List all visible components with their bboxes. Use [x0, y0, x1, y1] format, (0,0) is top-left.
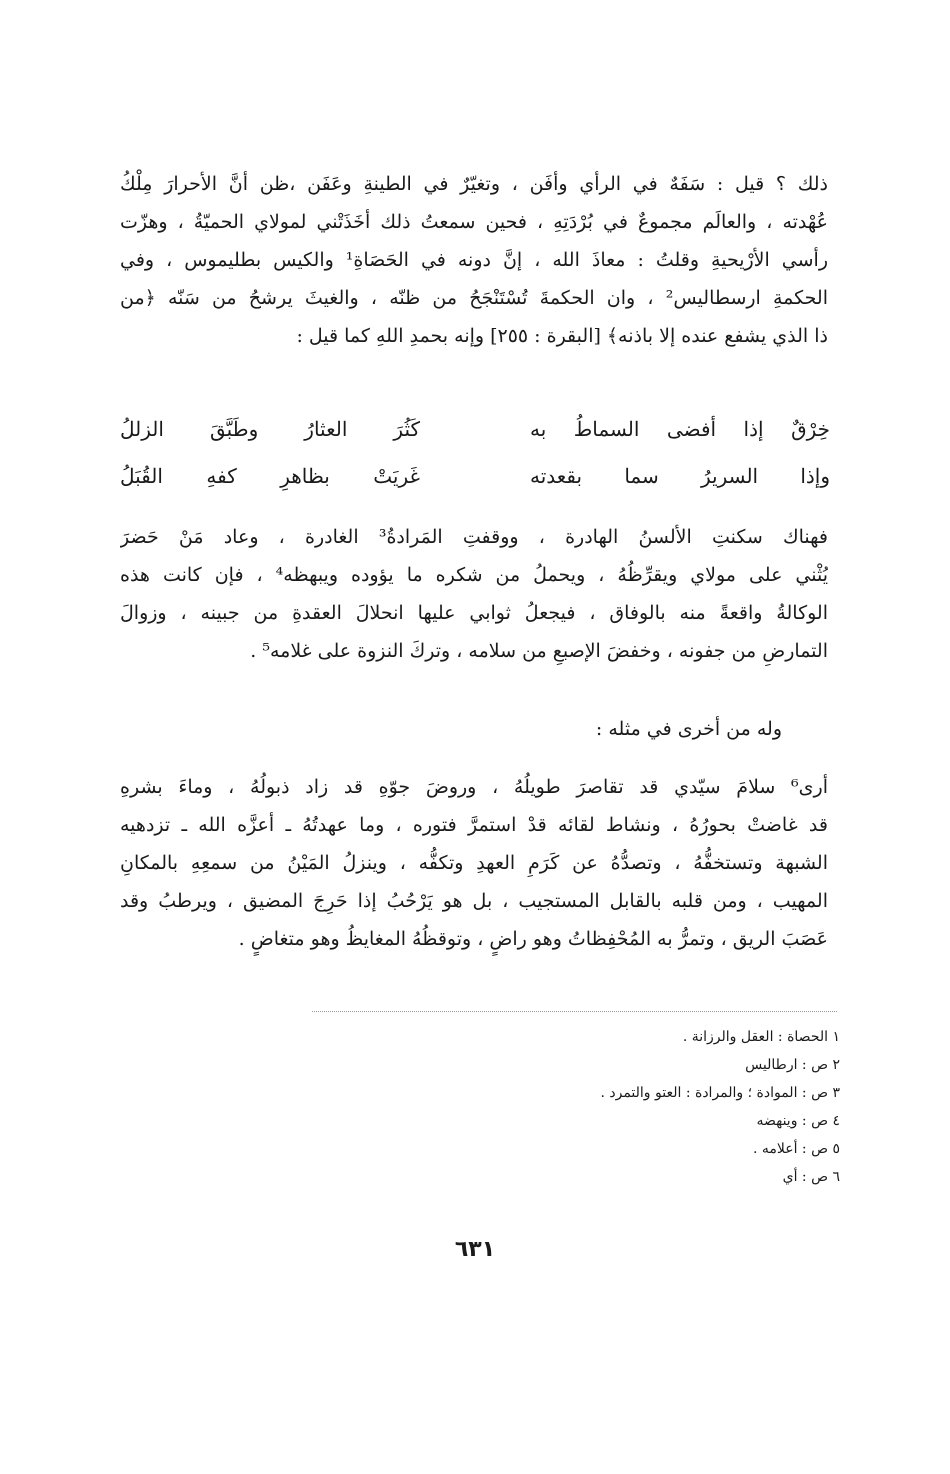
footnote: ٥ ص : أعلامه . — [752, 1141, 840, 1157]
text-line: عَصَبَ الريق ، وتمرُّ به المُحْفِظاتُ وهو راضٍ ، وتوقظُهُ المغايظُ وهو متغاضٍ . — [238, 928, 828, 950]
text-line: فهناك سكنتِ الألسنُ الهادرة ، ووقفتِ المَرادةُ³ الغادرة ، وعاد مَنْ حَضرَ — [120, 526, 828, 548]
footnote: ٢ ص : ارطاليس — [745, 1057, 840, 1073]
text-line: الحكمةِ ارسطاليس² ، وان الحكمةَ تُسْتَنْجَحُ من ظنّه ، والغيثَ يرشحُ من سَنّه ﴿من — [120, 287, 828, 309]
footnote: ٦ ص : أي — [782, 1169, 840, 1185]
text-line: رأسي الأرْيحيةِ وقلتُ : معاذَ الله ، إنَّ دونه في الحَصَاةِ¹ والكيس بطليموس ، وفي — [120, 249, 828, 271]
verse-first-hemistich: خِرْقٌ إذا أفضى السماطُ به — [530, 417, 830, 441]
verse-line — [120, 455, 830, 497]
text-line: ذا الذي يشفع عنده إلا باذنه﴾ [البقرة : ٢٥٥] وإنه بحمدِ اللهِ كما قيل : — [296, 325, 828, 347]
text-line: يُثْني على مولاي ويقرِّظُهُ ، ويحملُ من شكره ما يؤوده ويبهظه⁴ ، فإن كانت هذه — [120, 564, 828, 586]
footnote: ١ الحصاة : العقل والرزانة . — [682, 1029, 840, 1045]
verse-second-hemistich: غَريَتْ بظاهرِ كفهِ القُبَلُ — [120, 464, 420, 488]
text-line: الشبهة وتستخفُّهُ ، وتصدُّهُ عن كَرَمِ العهدِ وتكفُّه ، وينزلُ المَيْنُ من سمعِهِ بالمكانِ — [120, 852, 828, 874]
text-line: ذلك ؟ قيل : سَفَهٌ في الرأي وأفَن ، وتغيّرٌ في الطينةِ وعَفَن ،ظن أنَّ الأحرارَ مِلْكُ — [120, 173, 828, 195]
footnotes — [600, 1023, 840, 1191]
footnote: ٣ ص : الموادة ؛ والمرادة : العتو والتمرد . — [600, 1085, 840, 1101]
footnote: ٤ ص : وينهضه — [756, 1113, 840, 1129]
text-line: التمارضِ من جفونه ، وخفضَ الإصبعِ من سلامه ، وتركَ النزوة على غلامه⁵ . — [250, 640, 828, 662]
paragraph-2 — [120, 518, 828, 670]
text-line: المهيب ، ومن قلبه بالقابل المستجيب ، بل هو يَرْحُبُ إذا حَرِجَ المضيق ، ويرطبُ وقد — [120, 890, 828, 912]
text-line: أرى⁶ سلامَ سيّدي قد تقاصرَ طويلُهُ ، وروضَ جوّهِ قد زاد ذبولُهُ ، وماءَ بشرهِ — [120, 776, 828, 798]
footnote-separator — [312, 1011, 837, 1012]
paragraph-3 — [120, 768, 828, 958]
text-line: عُهْدته ، والعالَم مجموعٌ في بُرْدَتِهِ ، فحين سمعتُ ذلك أخَذَتْني لمولاي الحميّةُ ، وهزّت — [120, 211, 828, 233]
text-line: الوكالةُ واقعةً منه بالوفاق ، فيجعلُ ثوابي عليها انحلالَ العقدةِ من جبينه ، وزوالَ — [120, 602, 828, 624]
page-number: ٦٣١ — [454, 1237, 496, 1262]
verse-second-hemistich: كَثُرَ العثارُ وطَبَّقَ الزللُ — [120, 417, 420, 441]
paragraph-1 — [120, 165, 828, 355]
verse-first-hemistich: وإذا السريرُ سما بقعدته — [530, 464, 830, 488]
text-line: قد غاضتْ بحورُهُ ، ونشاط لقائه قدْ استمرَّ فتوره ، وما عهدتُهُ ـ أعزَّه الله ـ تزدهيه — [120, 814, 828, 836]
section-heading: وله من أخرى في مثله : — [595, 718, 782, 740]
verse-line — [120, 408, 830, 450]
